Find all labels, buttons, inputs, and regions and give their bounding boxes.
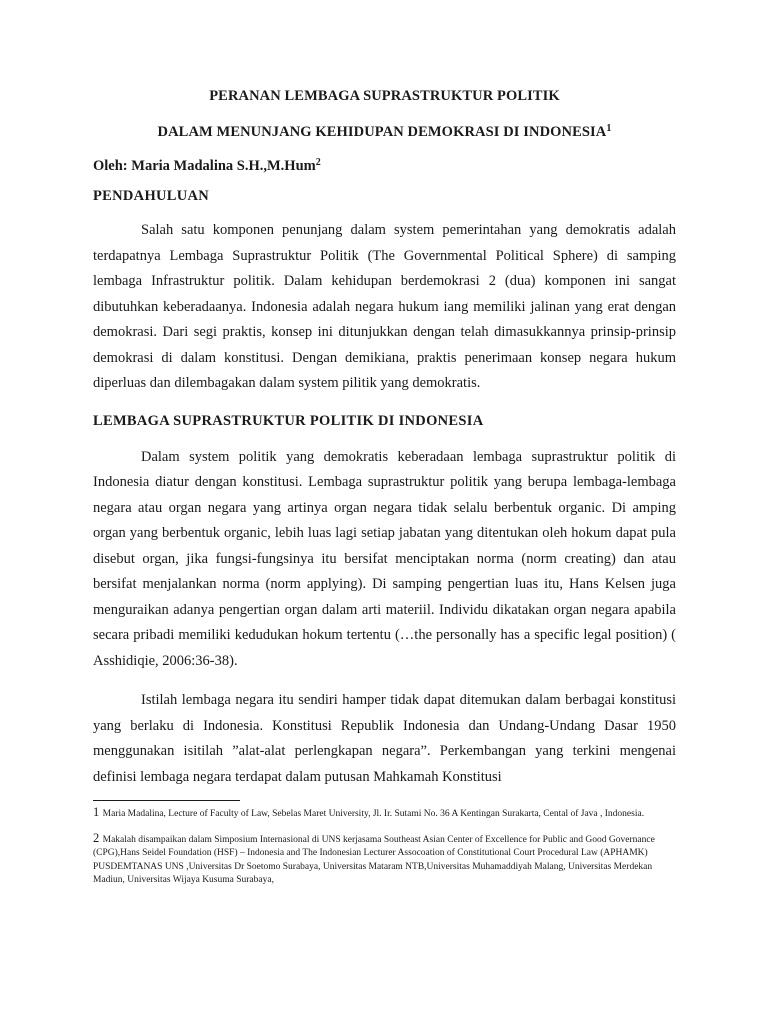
document-title-line-1: PERANAN LEMBAGA SUPRASTRUKTUR POLITIK xyxy=(209,88,560,104)
paragraph-lembaga-1: Dalam system politik yang demokratis keberadaan lembaga suprastruktur politik di Indonesia diatur dengan konstitusi. Lembaga suprastruktur politik yang berupa lembaga-lembaga negara atau organ negara yang artinya organ negara tidak selalu berbentuk organic. Di amping organ yang berbentuk organic, lebih luas lagi setiap jabatan yang ditentukan oleh hokum dapat pula disebut organ, jika fungsi-fungsinya itu bersifat menciptakan norma (norm creating) dan atau bersifat menjalankan norma (norm applying). Di samping pengertian luas itu, Hans Kelsen juga menguraikan adanya pengertian organ dalam arti materiil. Individu dikatakan organ negara apabila secara pribadi memiliki kedudukan hokum tertentu (…the personally has a specific legal position) ( Asshidiqie, 2006:36-38). xyxy=(93,448,676,669)
title-footnote-ref: 1 xyxy=(606,123,612,134)
footnotes xyxy=(93,806,668,888)
document-page xyxy=(93,86,676,790)
footnote-separator xyxy=(93,800,240,801)
footnote-number: 1 xyxy=(93,805,100,819)
footnote-text: Maria Madalina, Lecture of Faculty of Law, Sebelas Maret University, Jl. Ir. Sutami No. 36 A Kentingan Surakarta, Cental of Java , Indonesia. xyxy=(102,809,645,819)
footnote-1 xyxy=(93,806,668,822)
footnote-text: Makalah disampaikan dalam Simposium Internasional di UNS kerjasama Southeast Asian Center of Excellence for Public and Good Governance (CPG),Hans Seidel Foundation (HSF) – Indonesia and The Indonesian Lecturer Assocoation of Constitutional Court Procedural Law (APHAMK) PUSDEMTANAS UNS ,Universitas Dr Soetomo Surabaya, Universitas Mataram NTB,Universitas Muhamaddiyah Malang, Universitas Merdekan Madiun, Universitas Wijaya Kusuma Surabaya, xyxy=(93,834,655,885)
section-heading-pendahuluan: PENDAHULUAN xyxy=(93,188,210,204)
paragraph-pendahuluan: Salah satu komponen penunjang dalam system pemerintahan yang demokratis adalah terdapatnya Lembaga Suprastruktur Politik (The Governmental Political Sphere) di samping lembaga Infrastruktur politik. Dalam kehidupan berdemokrasi 2 (dua) komponen ini sangat dibutuhkan keberadaanya. Indonesia adalah negara hukum iang memiliki jalinan yang erat dengan demokrasi. Dari segi praktis, konsep ini ditunjukkan dengan telah dimasukkannya prinsip-prinsip demokrasi di dalam konstitusi. Dengan demikiana, praktis penerimaan konsep negara hukum diperluas dan dilembagakan dalam system pilitik yang demokratis. xyxy=(93,222,676,391)
author-line: Oleh: Maria Madalina S.H.,M.Hum$^2$ xyxy=(93,157,321,174)
footnote-2 xyxy=(93,832,668,888)
paragraph-lembaga-2: Istilah lembaga negara itu sendiri hamper tidak dapat ditemukan dalam berbagai konstitusi yang berlaku di Indonesia. Konstitusi Republik Indonesia dan Undang-Undang Dasar 1950 menggunakan isitilah ”alat-alat perlengkapan negara”. Perkembangan yang terkini mengenai definisi lembaga negara terdapat dalam putusan Mahkamah Konstitusi xyxy=(93,692,676,785)
section-heading-lembaga: LEMBAGA SUPRASTRUKTUR POLITIK DI INDONESIA xyxy=(93,412,484,429)
document-title-line-2: DALAM MENUNJANG KEHIDUPAN DEMOKRASI DI INDONESIA$^1$ xyxy=(157,123,612,140)
footnote-number: 2 xyxy=(93,830,100,845)
author-footnote-ref: 2 xyxy=(315,157,321,168)
